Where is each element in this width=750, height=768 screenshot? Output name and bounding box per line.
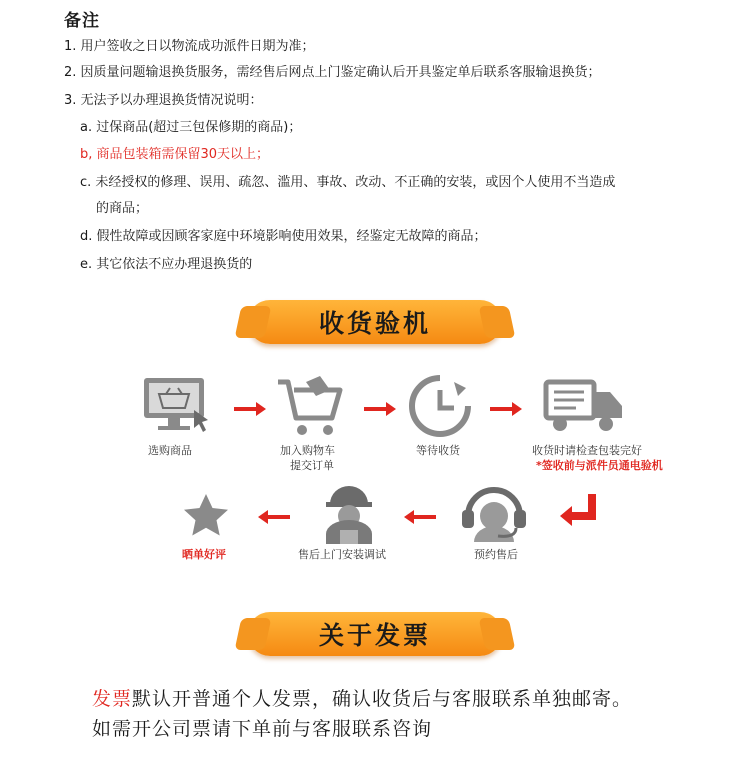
computer-shopping-icon xyxy=(142,376,216,438)
step-label-cart-line1: 加入购物车 xyxy=(280,444,335,457)
arrow-left-icon xyxy=(258,510,290,524)
notes-title: 备注 xyxy=(64,11,100,31)
shopping-cart-icon xyxy=(274,374,346,440)
invoice-line-2: 如需开公司票请下单前与客服联系咨询 xyxy=(92,718,433,740)
note-sub-a: a. 过保商品(超过三包保修期的商品)； xyxy=(80,120,302,135)
note-item-1: 1. 用户签收之日以物流成功派件日期为准； xyxy=(64,39,315,54)
section-banner-receive xyxy=(248,300,502,344)
step-label-install: 售后上门安装调试 xyxy=(298,548,386,561)
step-label-cart-line2: 提交订单 xyxy=(290,459,334,472)
arrow-left-icon xyxy=(404,510,436,524)
invoice-line-1-rest: 默认开普通个人发票，确认收货后与客服联系单独邮寄。 xyxy=(132,688,633,710)
step-label-browse: 选购商品 xyxy=(148,444,192,457)
note-sub-d: d. 假性故障或因顾客家庭中环境影响使用效果，经鉴定无故障的商品； xyxy=(80,229,487,244)
customer-service-icon xyxy=(458,478,530,544)
flow-diagram xyxy=(118,362,684,590)
arrow-right-icon xyxy=(490,402,522,416)
step-label-appointment: 预约售后 xyxy=(474,548,518,561)
section-title-invoice: 关于发票 xyxy=(318,621,431,650)
invoice-line-1 xyxy=(92,684,632,711)
arrow-right-icon xyxy=(234,402,266,416)
step-label-inspect: 收货时请检查包装完好 xyxy=(532,444,642,457)
note-sub-c-cont: 的商品； xyxy=(96,201,149,216)
step-label-wait: 等待收货 xyxy=(416,444,460,457)
arrow-turn-icon xyxy=(558,494,598,528)
note-sub-b: b, 商品包装箱需保留30天以上； xyxy=(80,147,270,162)
star-icon xyxy=(182,492,230,538)
delivery-truck-icon xyxy=(542,376,626,436)
arrow-right-icon xyxy=(364,402,396,416)
note-sub-e: e. 其它依法不应办理退换货的 xyxy=(80,257,253,272)
note-sub-c: c. 未经授权的修理、误用、疏忽、滥用、事故、改动、不正确的安装，或因个人使用不当造成 xyxy=(80,175,616,190)
clock-icon xyxy=(408,374,472,438)
section-banner-invoice xyxy=(248,612,502,656)
invoice-highlight: 发票 xyxy=(92,688,133,710)
installer-worker-icon xyxy=(314,478,384,544)
step-label-review: 晒单好评 xyxy=(182,548,226,561)
note-item-2: 2. 因质量问题输退换货服务，需经售后网点上门鉴定确认后开具鉴定单后联系客服输退换货； xyxy=(64,65,601,80)
step-note-inspect: *签收前与派件员通电验机 xyxy=(536,459,663,472)
section-title-receive: 收货验机 xyxy=(318,309,431,338)
note-item-3: 3. 无法予以办理退换货情况说明： xyxy=(64,93,263,108)
